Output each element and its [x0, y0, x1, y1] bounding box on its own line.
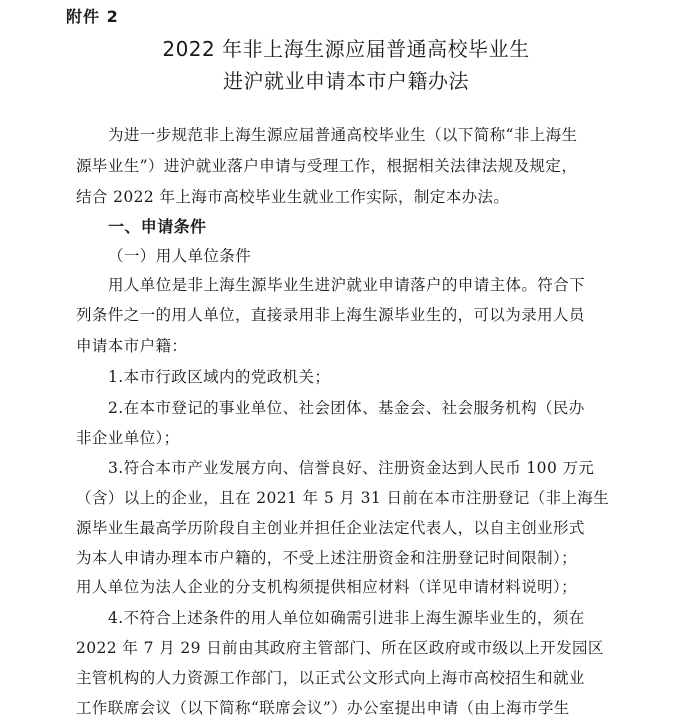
section-heading: 一、申请条件: [108, 217, 207, 236]
item1-line: 1.本市行政区域内的党政机关；: [108, 368, 331, 386]
item3-line-1: 3.符合本市产业发展方向、信誉良好、注册资金达到人民币 100 万元: [108, 459, 595, 477]
subsection-heading: （一）用人单位条件: [108, 247, 252, 265]
para1-line-3: 申请本市户籍：: [76, 337, 188, 355]
item3-line-3: 源毕业生最高学历阶段自主创业并担任企业法定代表人，以自主创业形式: [76, 519, 585, 537]
item3-line-4: 为本人申请办理本市户籍的，不受上述注册资金和注册登记时间限制）；: [76, 549, 578, 567]
intro-line-1: 为进一步规范非上海生源应届普通高校毕业生（以下简称“非上海生: [108, 126, 578, 144]
item2-line-2: 非企业单位）；: [76, 429, 180, 447]
item2-line-1: 2.在本市登记的事业单位、社会团体、基金会、社会服务机构（民办: [108, 399, 585, 417]
item4-line-2: 2022 年 7 月 29 日前由其政府主管部门、所在区政府或市级以上开发园区: [76, 639, 604, 657]
item4-line-1: 4.不符合上述条件的用人单位如确需引进非上海生源毕业生的，须在: [108, 609, 585, 627]
item3-line-2: （含）以上的企业，且在 2021 年 5 月 31 日前在本市注册登记（非上海生: [76, 489, 610, 507]
item3-line-5: 用人单位为法人企业的分支机构须提供相应材料（详见申请材料说明）；: [76, 578, 578, 596]
para1-line-1: 用人单位是非上海生源毕业生进沪就业申请落户的申请主体。符合下: [108, 276, 586, 294]
item4-line-4: 工作联席会议（以下简称“联席会议”）办公室提出申请（由上海市学生: [76, 699, 570, 717]
document-title-line-1: 2022 年非上海生源应届普通高校毕业生: [162, 37, 530, 61]
intro-line-3: 结合 2022 年上海市高校毕业生就业工作实际，制定本办法。: [76, 188, 510, 206]
item4-line-3: 主管机构的人力资源工作部门，以正式公文形式向上海市高校招生和就业: [76, 669, 585, 687]
document-title-line-2: 进沪就业申请本市户籍办法: [223, 69, 469, 93]
attachment-label: 附件 2: [66, 7, 119, 26]
intro-line-2: 源毕业生”）进沪就业落户申请与受理工作，根据相关法律法规及规定，: [76, 157, 578, 175]
para1-line-2: 列条件之一的用人单位，直接录用非上海生源毕业生的，可以为录用人员: [76, 306, 585, 324]
